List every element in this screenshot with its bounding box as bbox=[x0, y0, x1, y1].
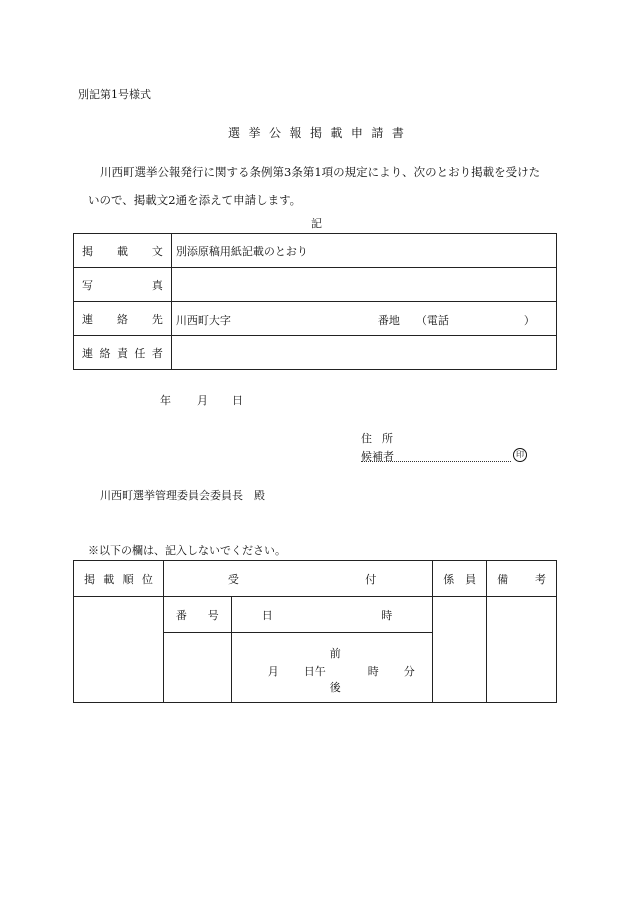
gogo-mark: 後 bbox=[329, 681, 341, 694]
phone-close: ） bbox=[523, 314, 535, 327]
address-prefix: 川西町大字 bbox=[175, 314, 231, 327]
addressee: 川西町選挙管理委員会委員長 殿 bbox=[100, 489, 265, 502]
office-use-note: ※以下の欄は、記入しないでください。 bbox=[88, 544, 286, 557]
title-char: 公 bbox=[268, 126, 281, 140]
candidate-line[interactable] bbox=[361, 448, 527, 462]
bango-field[interactable] bbox=[163, 633, 231, 703]
application-table bbox=[73, 233, 557, 370]
date-day: 日 bbox=[232, 394, 243, 407]
kakariin-header: 係 員 bbox=[433, 561, 487, 597]
table-row bbox=[74, 268, 557, 302]
dotted-line bbox=[361, 461, 511, 462]
form-number: 別記第1号様式 bbox=[78, 88, 151, 101]
kakariin-field[interactable] bbox=[433, 597, 487, 703]
title-char: 請 bbox=[371, 126, 384, 140]
day-gogo-label: 日午 bbox=[303, 665, 326, 678]
row-label-keisaibun: 掲 載 文 bbox=[74, 234, 172, 268]
table-row bbox=[74, 336, 557, 370]
month-label: 月 bbox=[267, 665, 279, 678]
minute-label: 分 bbox=[403, 665, 415, 678]
title-char: 載 bbox=[330, 126, 343, 140]
biko-field[interactable] bbox=[487, 597, 557, 703]
office-use-table bbox=[73, 560, 557, 703]
biko-header: 備 考 bbox=[487, 561, 557, 597]
phone-label: （電話 bbox=[415, 314, 449, 327]
intro-line-2: いので、掲載文2通を添えて申請します。 bbox=[88, 193, 302, 207]
row-label-sekininsha: 連 絡 責 任 者 bbox=[74, 336, 172, 370]
banchi-label: 番地 bbox=[377, 314, 400, 327]
table-row bbox=[74, 234, 557, 268]
shashin-field[interactable] bbox=[171, 268, 556, 302]
date-month: 月 bbox=[197, 394, 208, 407]
ki-label: 記 bbox=[311, 217, 322, 230]
keisai-juni-field[interactable] bbox=[74, 597, 164, 703]
table-row bbox=[74, 561, 557, 597]
table-row bbox=[74, 302, 557, 336]
uketsuke-header: 受 付 bbox=[163, 561, 432, 597]
address-label: 住 所 bbox=[361, 432, 393, 445]
sekininsha-field[interactable] bbox=[171, 336, 556, 370]
title-char: 掲 bbox=[309, 126, 322, 140]
nichiji-field[interactable] bbox=[231, 633, 432, 703]
title-char: 報 bbox=[289, 126, 302, 140]
document-title bbox=[228, 124, 404, 141]
table-row bbox=[74, 597, 557, 633]
gozen-mark: 前 bbox=[329, 647, 341, 660]
bango-header: 番 号 bbox=[163, 597, 231, 633]
candidate-label: 候補者 bbox=[361, 450, 394, 463]
keisaibun-value: 別添原稿用紙記載のとおり bbox=[171, 234, 556, 268]
renrakusaki-field[interactable] bbox=[171, 302, 556, 336]
keisai-juni-header: 掲 載 順 位 bbox=[74, 561, 164, 597]
nichiji-header: 日 時 bbox=[231, 597, 432, 633]
title-char: 挙 bbox=[248, 126, 261, 140]
date-year: 年 bbox=[160, 394, 171, 407]
title-char: 選 bbox=[228, 126, 241, 140]
row-label-shashin: 写 真 bbox=[74, 268, 172, 302]
title-char: 申 bbox=[350, 126, 363, 140]
row-label-renrakusaki: 連 絡 先 bbox=[74, 302, 172, 336]
hour-label: 時 bbox=[367, 665, 379, 678]
intro-line-1: 川西町選挙公報発行に関する条例第3条第1項の規定により、次のとおり掲載を受けた bbox=[100, 165, 541, 179]
seal-icon: 印 bbox=[513, 448, 527, 462]
title-char: 書 bbox=[391, 126, 404, 140]
